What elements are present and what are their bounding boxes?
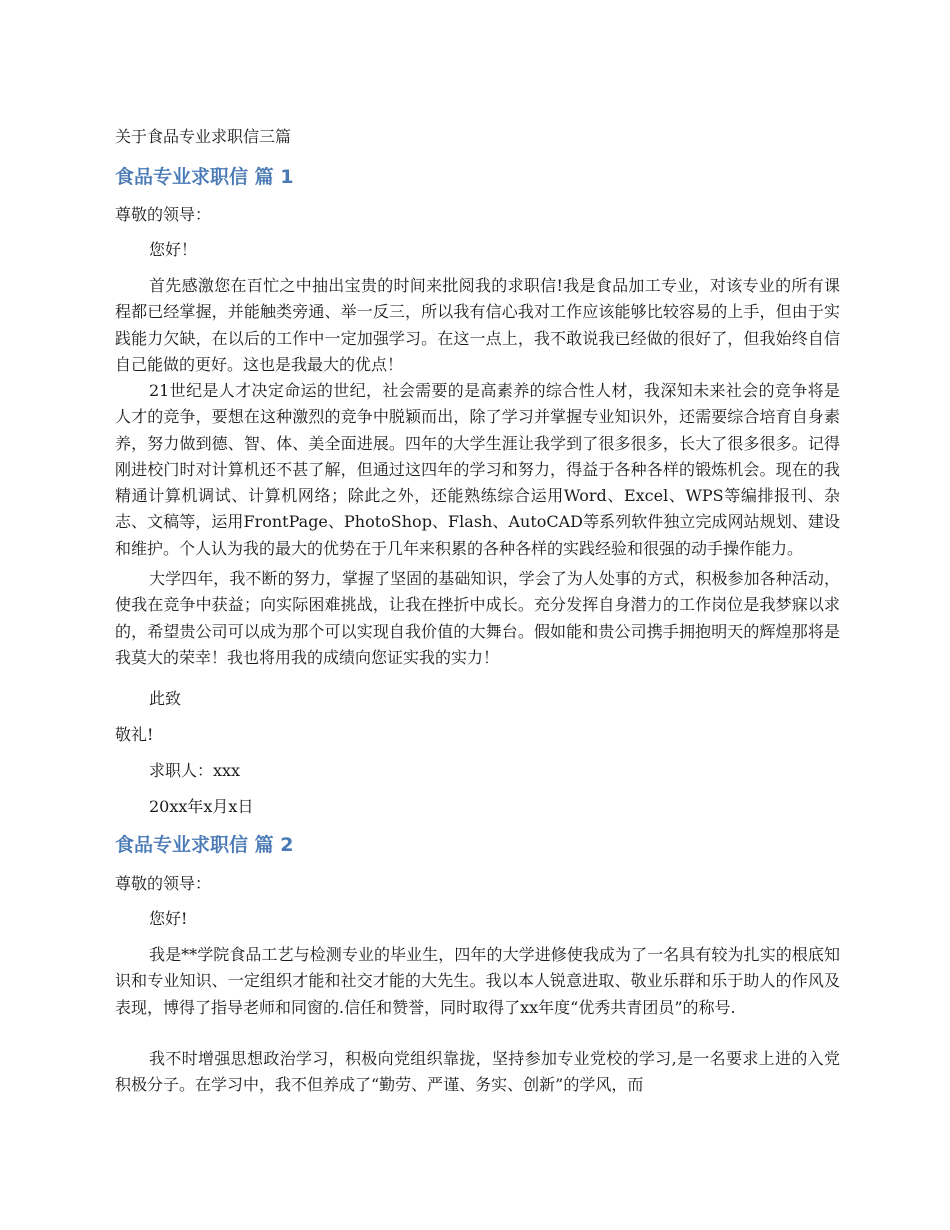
document-title: 关于食品专业求职信三篇 [115,127,292,146]
section-2-paragraph-1: 我是**学院食品工艺与检测专业的毕业生，四年的大学进修使我成为了一名具有较为扎实的根底知识和专业知识、一定组织才能和社交才能的大先生。我以本人锐意进取、敬业乐群和乐于助人的作风及表现，博得了指导老师和同窗的.信任和赞誉，同时取得了xx年度“优秀共青团员”的称号. [115,945,840,1017]
section-1-greeting: 您好！ [149,240,198,259]
section-1-heading: 食品专业求职信 篇 1 [115,166,294,188]
section-2-greeting: 您好! [149,909,188,928]
section-1-paragraph-1: 首先感激您在百忙之中抽出宝贵的时间来批阅我的求职信!我是食品加工专业，对该专业的所有课程都已经掌握，并能触类旁通、举一反三，所以我有信心我对工作应该能够比较容易的上手，但由于实践能力欠缺，在以后的工作中一定加强学习。在这一点上，我不敢说我已经做的很好了，但我始终自信自己能做的更好。这也是我最大的优点！ [115,276,840,374]
section-1-paragraph-2: 21世纪是人才决定命运的世纪，社会需要的是高素养的综合性人材，我深知未来社会的竞争将是人才的竞争，要想在这种激烈的竞争中脱颖而出，除了学习并掌握专业知识外，还需要综合培育自身素养，努力做到德、智、体、美全面进展。四年的大学生涯让我学到了很多很多，长大了很多很多。记得刚进校门时对计算机还不甚了解，但通过这四年的学习和努力，得益于各种各样的锻炼机会。现在的我精通计算机调试、计算机网络；除此之外，还能熟练综合运用Word、Excel、WPS等编排报刊、杂志、文稿等，运用FrontPage、PhotoShop、Flash、AutoCAD等系列软件独立完成网站规划、建设和维护。个人认为我的最大的优势在于几年来积累的各种各样的实践经验和很强的动手操作能力。 [115,381,840,558]
section-2-salutation: 尊敬的领导： [115,874,212,893]
section-1-closing-line-1: 此致 [149,689,182,708]
section-1-salutation: 尊敬的领导： [115,205,212,224]
section-1-paragraph-3: 大学四年，我不断的努力，掌握了坚固的基础知识，学会了为人处事的方式，积极参加各种活动，使我在竞争中获益；向实际困难挑战，让我在挫折中成长。充分发挥自身潜力的工作岗位是我梦寐以求的，希望贵公司可以成为那个可以实现自我价值的大舞台。假如能和贵公司携手拥抱明天的辉煌那将是我莫大的荣幸！我也将用我的成绩向您证实我的实力！ [115,569,840,667]
section-2-paragraph-2: 我不时增强思想政治学习，积极向党组织靠拢，坚持参加专业党校的学习,是一名要求上进的入党积极分子。在学习中，我不但养成了“勤劳、严谨、务实、创新”的学风，而 [115,1049,840,1095]
section-2-heading: 食品专业求职信 篇 2 [115,834,294,856]
section-1-date: 20xx年x月x日 [149,797,254,816]
section-1-closing-line-2: 敬礼! [115,725,154,744]
section-1-signer: 求职人：xxx [149,761,241,780]
